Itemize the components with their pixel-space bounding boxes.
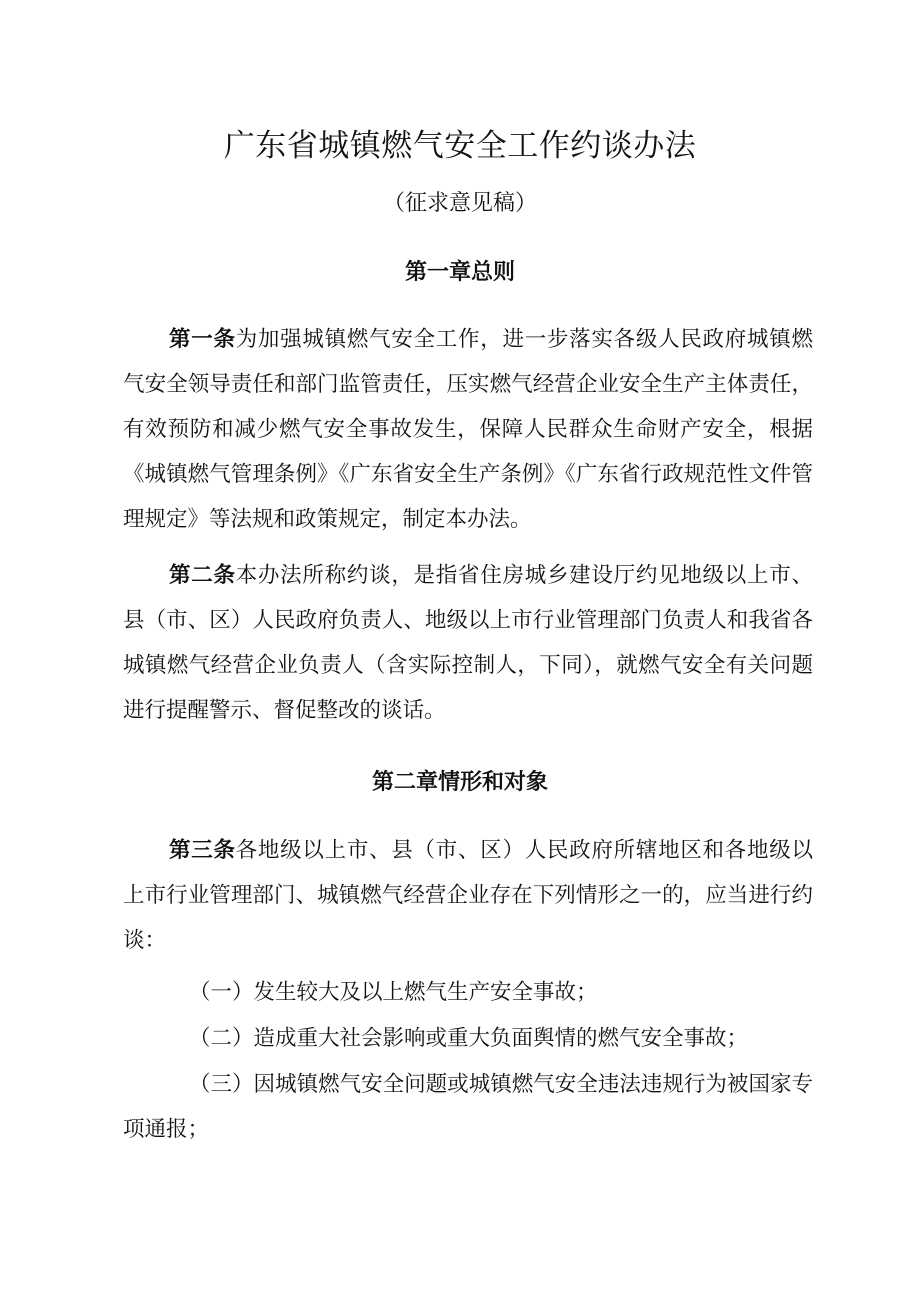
article-1-lead: 第一条 xyxy=(169,327,236,352)
article-3 xyxy=(123,828,813,963)
article-3-text: 各地级以上市、县（市、区）人民政府所辖地区和各地级以上市行业管理部门、城镇燃气经营企业存在下列情形之一的，应当进行约谈： xyxy=(123,838,813,953)
document-title: 广东省城镇燃气安全工作约谈办法 xyxy=(223,128,697,164)
list-item-3: （三）因城镇燃气安全问题或城镇燃气安全违法违规行为被国家专项通报； xyxy=(123,1072,813,1142)
chapter-heading-1: 第一章总则 xyxy=(404,260,515,285)
article-1-text: 为加强城镇燃气安全工作，进一步落实各级人民政府城镇燃气安全领导责任和部门监管责任，压实燃气经营企业安全生产主体责任，有效预防和减少燃气安全事故发生，保障人民群众生命财产安全，根据《城镇燃气管理条例》《广东省安全生产条例》《广东省行政规范性文件管理规定》等法规和政策规定，制定本办法。 xyxy=(123,327,813,532)
article-2 xyxy=(123,553,813,733)
chapter-heading-2: 第二章情形和对象 xyxy=(371,770,548,795)
list-item-2: （二）造成重大社会影响或重大负面舆情的燃气安全事故； xyxy=(189,1026,749,1051)
article-2-text: 本办法所称约谈，是指省住房城乡建设厅约见地级以上市、县（市、区）人民政府负责人、地级以上市行业管理部门负责人和我省各城镇燃气经营企业负责人（含实际控制人，下同），就燃气安全有关问题进行提醒警示、督促整改的谈话。 xyxy=(123,563,813,723)
list-item-1: （一）发生较大及以上燃气生产安全事故； xyxy=(189,980,598,1005)
article-1 xyxy=(123,317,813,542)
article-3-lead: 第三条 xyxy=(169,838,236,863)
document-subtitle: （征求意见稿） xyxy=(382,191,537,216)
article-2-lead: 第二条 xyxy=(169,563,236,588)
